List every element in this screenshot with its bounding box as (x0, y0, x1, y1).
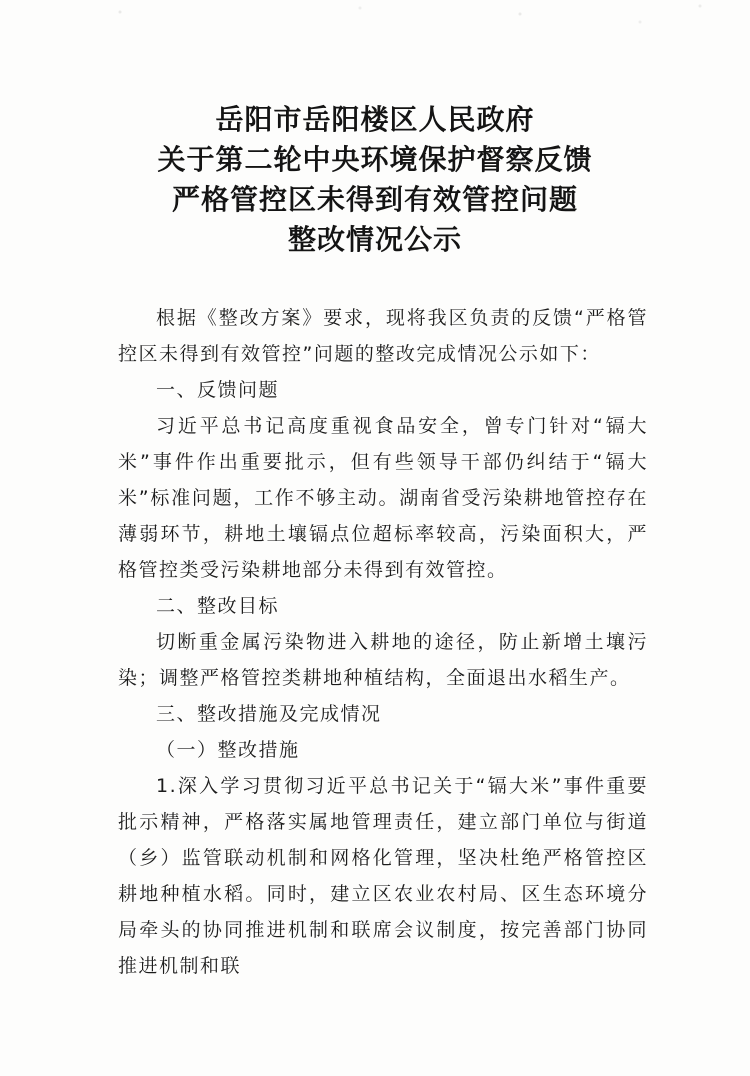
section-3-item-1: 1.深入学习贯彻习近平总书记关于“镉大米”事件重要批示精神，严格落实属地管理责任，建立部门单位与街道（乡）监管联动机制和网格化管理，坚决杜绝严格管控区耕地种植水稻。同时，建立区农业农村局、区生态环境分局牵头的协同推进机制和联席会议制度，按完善部门协同推进机制和联 (118, 775, 648, 977)
section-1-heading: 一、反馈问题 (156, 379, 280, 401)
scan-noise (0, 0, 750, 60)
section-1-paragraph: 习近平总书记高度重视食品安全，曾专门针对“镉大米”事件作出重要批示，但有些领导干部仍纠结于“镉大米”标准问题，工作不够主动。湖南省受污染耕地管控存在薄弱环节，耕地土壤镉点位超标率较高，污染面积大，严格管控类受污染耕地部分未得到有效管控。 (118, 415, 648, 581)
section-2-paragraph: 切断重金属污染物进入耕地的途径，防止新增土壤污染；调整严格管控类耕地种植结构，全面退出水稻生产。 (118, 631, 648, 689)
section-3-subheading: （一）整改措施 (156, 739, 300, 761)
document-body (118, 300, 648, 984)
title-line-1: 岳阳市岳阳楼区人民政府 (215, 103, 535, 136)
intro-paragraph: 根据《整改方案》要求，现将我区负责的反馈“严格管控区未得到有效管控”问题的整改完成情况公示如下： (118, 307, 648, 365)
document-title (0, 100, 750, 260)
title-line-2: 关于第二轮中央环境保护督察反馈 (157, 143, 593, 176)
title-line-4: 整改情况公示 (287, 223, 462, 256)
section-2-heading: 二、整改目标 (156, 595, 280, 617)
section-3-heading: 三、整改措施及完成情况 (156, 703, 382, 725)
title-line-3: 严格管控区未得到有效管控问题 (171, 183, 578, 216)
